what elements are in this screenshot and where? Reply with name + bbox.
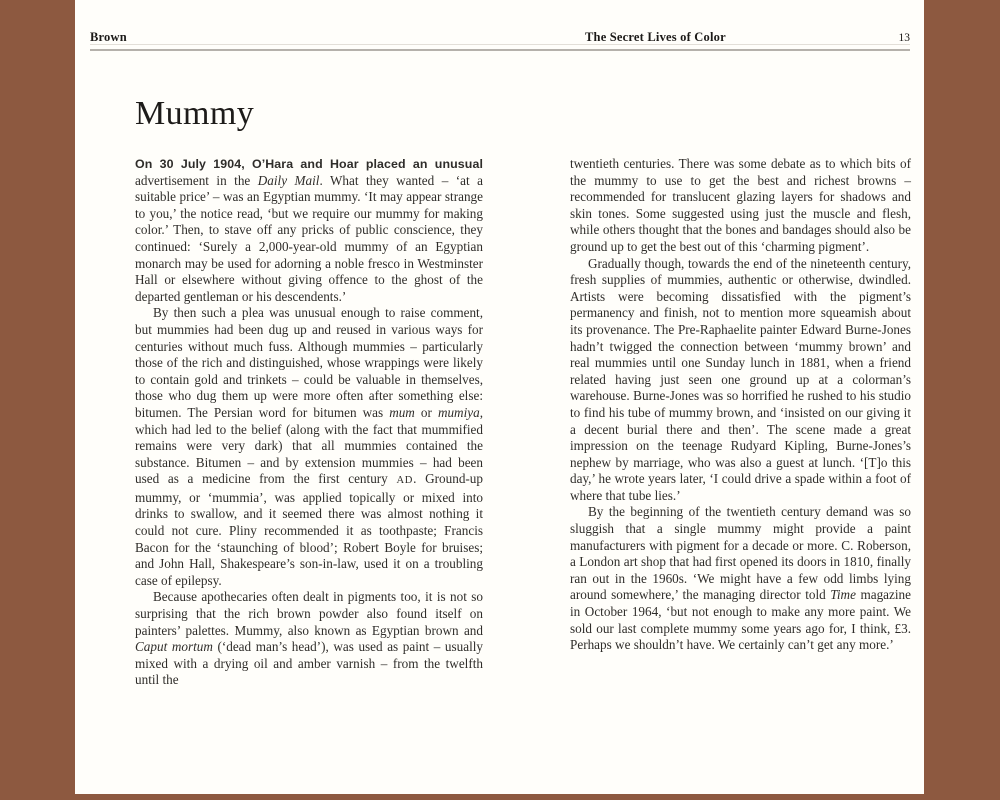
text-column-left	[135, 156, 483, 689]
running-head-section: Brown	[90, 30, 127, 44]
italic-text: Caput mortum	[135, 639, 213, 655]
text-columns	[135, 156, 911, 689]
paragraph	[570, 256, 911, 505]
body-text: (‘dead man’s head’), was used as paint – usually mixed with a drying oil and amber varnish – from the twelfth until the	[135, 639, 483, 688]
lead-in-text: On 30 July 1904, O’Hara and Hoar placed an unusual	[135, 157, 483, 171]
italic-text: mumiya	[437, 404, 480, 420]
body-text: magazine in October 1964, ‘but not enough to make any more paint. We sold our last complete mummy some years ago for, I think, £3. Perhaps we shouldn’t have. We certainly can’t get any more.’	[570, 587, 912, 653]
paragraph	[570, 156, 911, 256]
body-text: By the beginning of the twentieth century demand was so sluggish that a single mummy might provide a paint manufacturers with pigment for a decade or more. C. Roberson, a London art shop that had first opened its doors in 1810, finally ran out in the 1960s. ‘We might have a few odd limbs lying around somewhere,’ the managing director told	[570, 504, 911, 603]
body-text: advertisement in the	[135, 172, 258, 188]
body-text: . Ground-up mummy, or ‘mummia’, was applied topically or mixed into drinks to swallow, and it seemed there was almost nothing it could not cure. Pliny recommended it as toothpaste; Francis Bacon for the ‘staunching of blood’; Robert Boyle for bruises; and John Hall, Shakespeare’s son-in-law, used it on a troubling case of epilepsy.	[135, 471, 483, 588]
body-text: twentieth centuries. There was some debate as to which bits of the mummy to use to get the best and richest browns – recommended for translucent glazing layers for shadows and skin tones. Some suggested using just the muscle and flesh, while others thought that the bones and bandages should also be ground up to get the best out of this ‘charming pigment’.	[570, 156, 911, 254]
chapter-title: Mummy	[135, 95, 255, 132]
body-text: or	[414, 404, 438, 420]
book-page	[75, 0, 924, 794]
paragraph	[135, 156, 483, 305]
paragraph	[135, 589, 483, 689]
header-rule	[90, 49, 910, 51]
body-text: By then such a plea was unusual enough to raise comment, but mummies had been dug up and reused in various ways for centuries without much fuss. Although mummies – particularly those of the rich and distinguished, whose wrappings were likely to contain gold and trinkets – could be valuable in themselves, those who dug them up were more often after something else: bitumen. The Persian word for bitumen was	[135, 305, 483, 420]
body-text: , which had led to the belief (along with the fact that mummified remains were very dark) that all mummies contained the substance. Bitumen – and by extension mummies – had been used as a medicine from the first century	[135, 404, 483, 487]
italic-text: mum	[389, 404, 415, 420]
body-text: . What they wanted – ‘at a suitable price’ – was an Egyptian mummy. ‘It may appear strange to you,’ the notice read, ‘but we require our mummy for making color.’ Then, to stave off any pricks of public conscience, they continued: ‘Surely a 2,000-year-old mummy of an Egyptian monarch may be used for adorning a noble fresco in Westminster Hall or elsewhere without giving offence to the ghost of the departed gentleman or his descendents.’	[135, 172, 483, 304]
text-column-right	[570, 156, 911, 689]
page-number: 13	[898, 32, 910, 44]
body-text: AD	[396, 475, 414, 487]
italic-text: Time	[830, 587, 856, 603]
body-text: Because apothecaries often dealt in pigments too, it is not so surprising that the rich brown powder also found itself on painters’ palettes. Mummy, also known as Egyptian brown and	[135, 589, 483, 638]
italic-text: Daily Mail	[257, 172, 320, 188]
paragraph	[135, 305, 483, 589]
running-head-book-title: The Secret Lives of Color	[585, 30, 726, 44]
paragraph	[570, 504, 911, 653]
header-rule-light	[90, 44, 910, 45]
body-text: Gradually though, towards the end of the nineteenth century, fresh supplies of mummies, authentic or otherwise, dwindled. Artists were becoming dissatisfied with the pigment’s permanency and finish, not to mention more squeamish about its provenance. The Pre-Raphaelite painter Edward Burne-Jones hadn’t twigged the connection between ‘mummy brown’ and real mummies until one Sunday lunch in 1881, when a friend related having just seen one ground up at a colorman’s warehouse. Burne-Jones was so horrified he rushed to his studio to find his tube of mummy brown, and ‘insisted on our giving it a decent burial there and then’. The scene made a great impression on the teenage Rudyard Kipling, Burne-Jones’s nephew by marriage, who was also a guest at lunch. ‘[T]o this day,’ he wrote years later, ‘I could drive a spade within a foot of where that tube lies.’	[570, 255, 911, 503]
